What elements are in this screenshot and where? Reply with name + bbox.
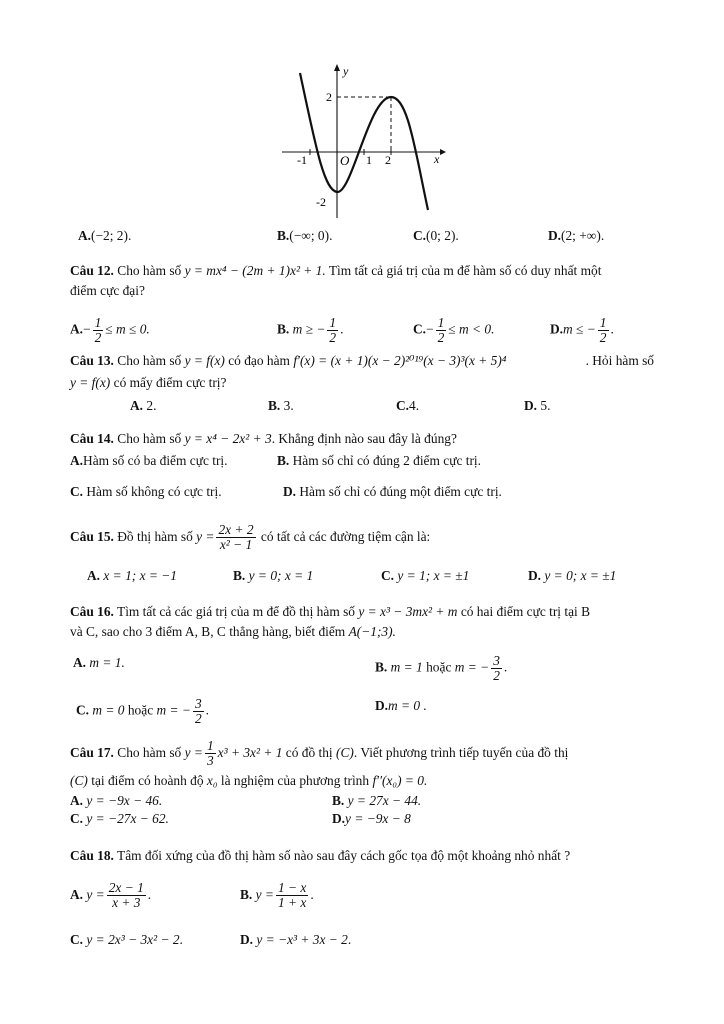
q18-option-a[interactable]: A. y = $\frac{2x - 1}{x + 3}$ .	[70, 880, 152, 911]
q14-stem: Câu 14. Cho hàm số y = x⁴ − 2x² + 3. Khẳng định nào sau đây là đúng?	[70, 431, 457, 446]
q18-option-c[interactable]: C. y = 2x³ − 3x² − 2.	[70, 932, 183, 947]
q17-condition: f′′(x₀) = 0.	[372, 773, 428, 788]
q14-formula: y = x⁴ − 2x² + 3	[184, 431, 272, 446]
y-axis-label: y	[343, 64, 349, 78]
q17-option-a[interactable]: A. y = −9x − 46.	[70, 793, 163, 808]
x-axis-label: x	[434, 152, 440, 166]
q16-option-a[interactable]: A. m = 1.	[73, 655, 125, 670]
q15-label: Câu 15.	[70, 529, 114, 544]
q14-option-a[interactable]: A.Hàm số có ba điểm cực trị.	[70, 453, 228, 468]
q12-option-d[interactable]: D.m ≤ − $\frac{1}{2}$ .	[550, 315, 614, 345]
tick-label-y-minus2: -2	[316, 195, 326, 209]
q15-option-a[interactable]: A. x = 1; x = −1	[87, 568, 177, 583]
q14-label: Câu 14.	[70, 431, 114, 446]
q13-option-c[interactable]: C.4.	[396, 398, 420, 413]
q16-stem: Câu 16. Tìm tất cả các giá trị của m để đồ thị hàm số y = x³ − 3mx² + m có hai điểm cực trị tại B	[70, 604, 591, 619]
q13-option-a[interactable]: A. 2.	[130, 398, 157, 413]
cubic-curve	[300, 73, 428, 210]
q16-formula: y = x³ − 3mx² + m	[358, 604, 458, 619]
q17-option-d[interactable]: D.y = −9x − 8	[332, 811, 411, 826]
q15-option-c[interactable]: C. y = 1; x = ±1	[381, 568, 470, 583]
tick-label-x-minus1: -1	[297, 153, 307, 167]
q14-option-d[interactable]: D. Hàm số chỉ có đúng một điểm cực trị.	[283, 484, 502, 499]
tick-label-y-2: 2	[326, 90, 332, 104]
q15-option-d[interactable]: D. y = 0; x = ±1	[528, 568, 617, 583]
tick-label-x-2: 2	[385, 153, 391, 167]
q13-derivative: f′(x) = (x + 1)(x − 2)²⁰¹⁹(x − 3)³(x + 5)⁴	[293, 353, 507, 368]
q17-option-b[interactable]: B. y = 27x − 44.	[332, 793, 422, 808]
y-axis-arrow	[334, 64, 340, 71]
q12-formula: y = mx⁴ − (2m + 1)x² + 1.	[184, 263, 326, 278]
q15-option-b[interactable]: B. y = 0; x = 1	[233, 568, 314, 583]
q13-option-d[interactable]: D. 5.	[524, 398, 551, 413]
q12-stem: Câu 12. Cho hàm số y = mx⁴ − (2m + 1)x² + 1. Tìm tất cả giá trị của m để hàm số có duy nhất một	[70, 263, 602, 278]
q16-option-d[interactable]: D.m = 0 .	[375, 698, 427, 713]
q12-stem-cont: điểm cực đại?	[70, 283, 145, 298]
q17-stem-cont: (C) tại điểm có hoành độ x₀ là nghiệm của phương trình f′′(x₀) = 0.	[70, 773, 428, 788]
q12-label: Câu 12.	[70, 263, 114, 278]
q14-option-c[interactable]: C. Hàm số không có cực trị.	[70, 484, 222, 499]
q16-stem-cont: và C, sao cho 3 điểm A, B, C thẳng hàng, biết điểm A(−1;3).	[70, 624, 396, 639]
q11-option-a[interactable]: A.(−2; 2).	[78, 228, 132, 243]
q12-option-c[interactable]: C.− $\frac{1}{2}$ ≤ m < 0.	[413, 315, 495, 345]
q13-label: Câu 13.	[70, 353, 114, 368]
q17-label: Câu 17.	[70, 745, 114, 760]
q11-option-c[interactable]: C.(0; 2).	[413, 228, 459, 243]
q13-stem-cont: y = f(x) có mấy điểm cực trị?	[70, 375, 227, 390]
q15-stem: Câu 15. Đồ thị hàm số y = $\frac{2x + 2}{\text{x² − 1}}$ có tất cả các đường tiệm cận là:	[70, 522, 431, 553]
q18-row1	[70, 878, 670, 912]
tick-label-x-1: 1	[366, 153, 372, 167]
q17-stem: Câu 17. Cho hàm số y = $\frac{1}{3}$ x³ + 3x² + 1 có đồ thị (C). Viết phương trình tiếp tuyến của đồ thị	[70, 738, 569, 769]
q16-option-b[interactable]: B. m = 1 hoặc m = − $\frac{3}{2}$ .	[375, 653, 508, 683]
q16-label: Câu 16.	[70, 604, 114, 619]
q18-stem: Câu 18. Tâm đối xứng của đồ thị hàm số nào sau đây cách gốc tọa độ một khoảng nhỏ nhất ?	[70, 848, 571, 863]
q13-stem: Câu 13. Cho hàm số y = f(x) có đạo hàm f′(x) = (x + 1)(x − 2)²⁰¹⁹(x − 3)³(x + 5)⁴ . Hỏi hàm số	[70, 353, 654, 368]
q16-option-c[interactable]: C. m = 0 hoặc m = − $\frac{3}{2}$ .	[76, 696, 210, 726]
q17-formula: x³ + 3x² + 1	[217, 745, 283, 760]
origin-label: O	[340, 153, 350, 168]
q18-label: Câu 18.	[70, 848, 114, 863]
q12-option-b[interactable]: B. m ≥ − $\frac{1}{2}$ .	[277, 315, 344, 345]
q13-option-b[interactable]: B. 3.	[268, 398, 294, 413]
q14-option-b[interactable]: B. Hàm số chỉ có đúng 2 điểm cực trị.	[277, 453, 481, 468]
q11-option-d[interactable]: D.(2; +∞).	[548, 228, 605, 243]
q11-option-b[interactable]: B.(−∞; 0).	[277, 228, 333, 243]
q18-option-b[interactable]: B. y = $\frac{1 - x}{1 + x}$ .	[240, 880, 314, 911]
q17-option-c[interactable]: C. y = −27x − 62.	[70, 811, 169, 826]
q18-option-d[interactable]: D. y = −x³ + 3x − 2.	[240, 932, 352, 947]
x-axis-arrow	[440, 149, 446, 155]
q12-option-a[interactable]: A.− $\frac{1}{2}$ ≤ m ≤ 0.	[70, 315, 150, 345]
